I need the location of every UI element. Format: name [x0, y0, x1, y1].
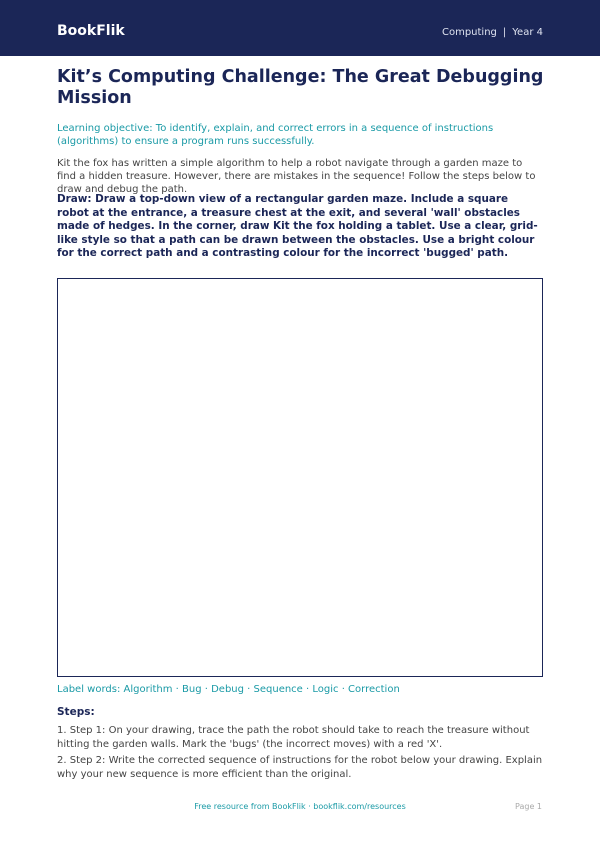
draw-instruction: Draw: Draw a top-down view of a rectangular garden maze. Include a square robot at the entrance, a treasure chest at the exit, and several 'wall' obstacles made of hedges. In the corner, draw Kit the fox holding a tablet. Use a clear, grid-like style so that a path can be drawn between the obstacles. Use a bright colour for the correct path and a contrasting colour for the incorrect 'bugged' path. — [57, 193, 538, 260]
step-item: 1. Step 1: On your drawing, trace the path the robot should take to reach the treasure without hitting the garden walls. Mark the 'bugs' (the incorrect moves) with a red 'X'. — [57, 725, 530, 750]
header-separator: | — [502, 27, 507, 38]
intro-text: Kit the fox has written a simple algorithm to help a robot navigate through a garden maze to find a hidden treasure. However, there are mistakes in the sequence! Follow the steps below to draw and debug the path. — [57, 158, 536, 195]
step-item: 2. Step 2: Write the corrected sequence of instructions for the robot below your drawing. Explain why your new sequence is more efficient than the original. — [57, 755, 543, 780]
subject-year — [442, 27, 543, 38]
label-words: Label words: Algorithm · Bug · Debug · Sequence · Logic · Correction — [57, 684, 400, 695]
page-title: Kit’s Computing Challenge: The Great Debugging Mission — [57, 67, 544, 108]
steps-heading: Steps: — [57, 706, 95, 718]
drawing-box[interactable] — [57, 278, 543, 677]
page-header — [0, 0, 600, 56]
brand-logo-text: BookFlik — [57, 23, 125, 39]
subject-label: Computing — [441, 27, 497, 38]
steps-list — [57, 724, 543, 784]
year-label: Year 4 — [512, 27, 543, 38]
footer-text: Free resource from BookFlik · bookflik.com/resources — [194, 802, 406, 811]
page-number: Page 1 — [515, 802, 542, 811]
learning-objective: Learning objective: To identify, explain, and correct errors in a sequence of instructions (algorithms) to ensure a program runs successfully. — [57, 123, 494, 147]
